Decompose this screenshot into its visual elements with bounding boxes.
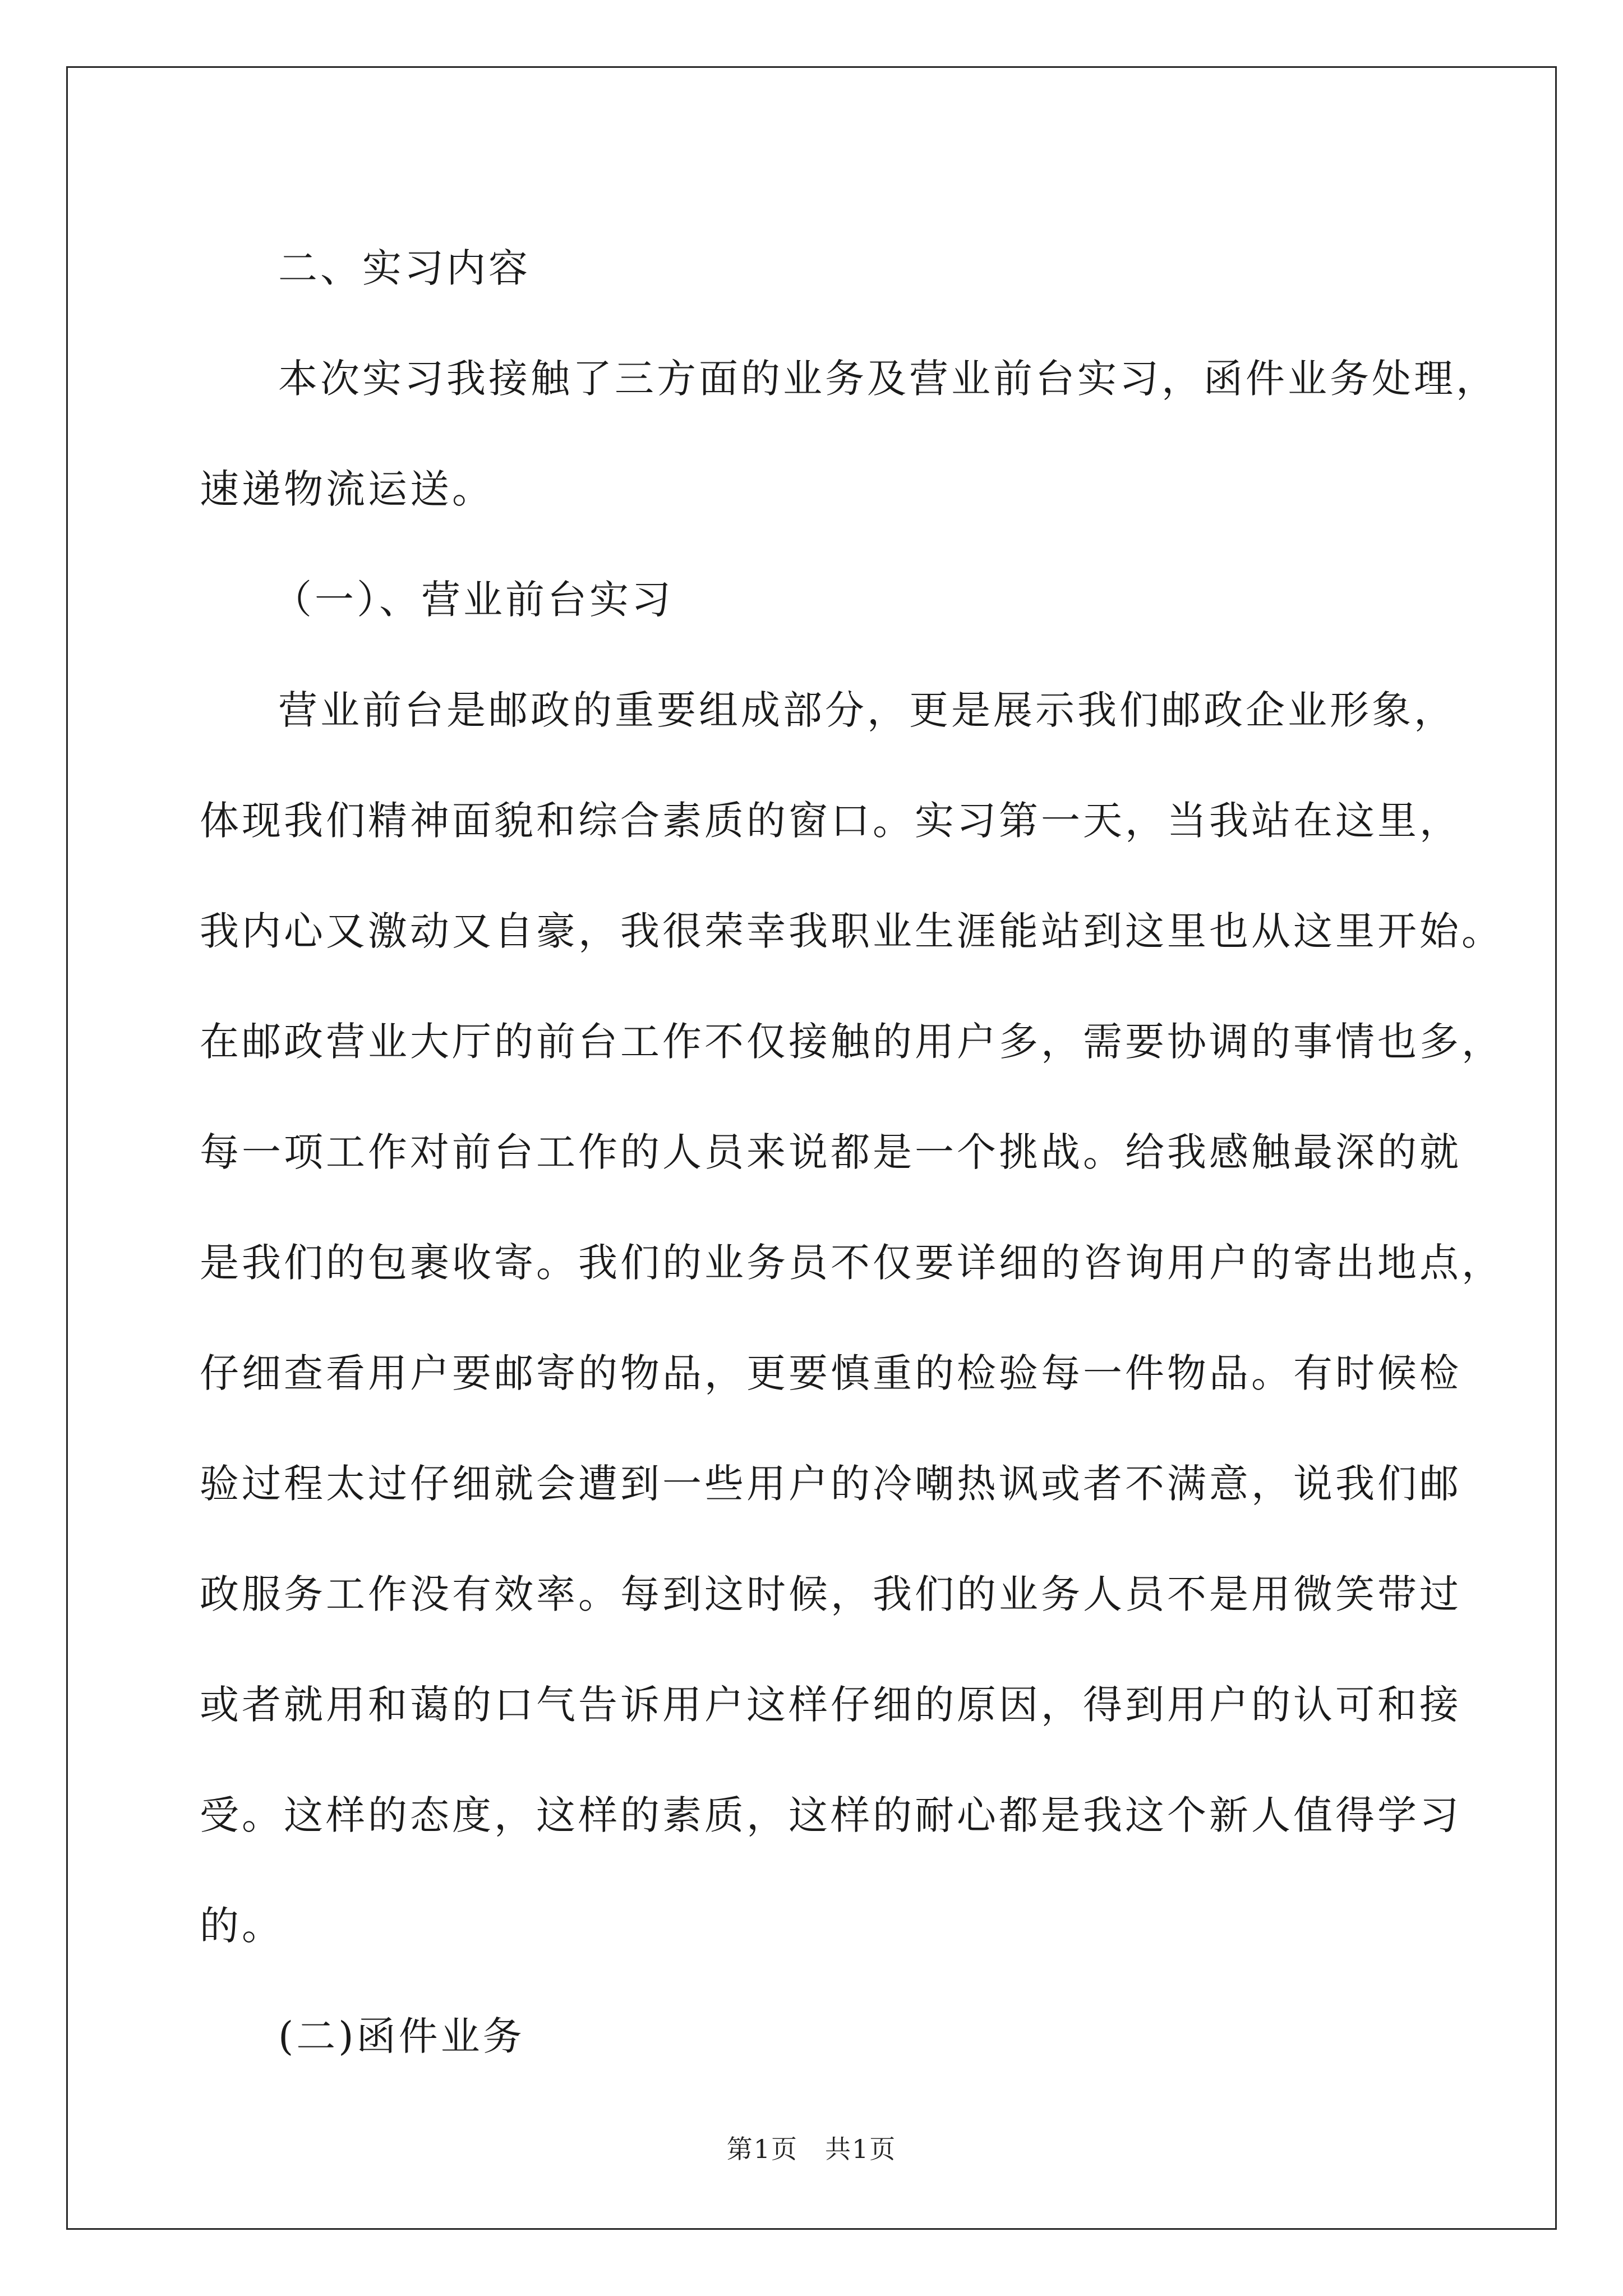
section-heading-internship-content	[200, 213, 1433, 324]
paragraph-line: 营业前台是邮政的重要组成部分，更是展示我们邮政企业形象，	[278, 687, 1456, 733]
paragraph-line: 每一项工作对前台工作的人员来说都是一个挑战。给我感触最深的就	[200, 1129, 1461, 1175]
subsection-heading-front-desk	[200, 545, 1433, 655]
paragraph-line: 或者就用和蔼的口气告诉用户这样仔细的原因，得到用户的认可和接	[200, 1682, 1461, 1728]
paragraph-line: 在邮政营业大厅的前台工作不仅接触的用户多，需要协调的事情也多，	[200, 1019, 1504, 1065]
subsection-heading-letter-business	[200, 1981, 1433, 2092]
paragraph-front-desk	[200, 655, 1504, 1981]
paragraph-line: 政服务工作没有效率。每到这时候，我们的业务人员不是用微笑带过	[200, 1571, 1461, 1617]
paragraph-line: 本次实习我接触了三方面的业务及营业前台实习，函件业务处理，	[278, 356, 1498, 402]
heading-text: 二、实习内容	[278, 245, 531, 291]
paragraph-line: 是我们的包裹收寄。我们的业务员不仅要详细的咨询用户的寄出地点，	[200, 1240, 1504, 1286]
paragraph-line: 体现我们精神面貌和综合素质的窗口。实习第一天，当我站在这里，	[200, 798, 1461, 844]
paragraph-line: 速递物流运送。	[200, 466, 494, 512]
paragraph-line: 仔细查看用户要邮寄的物品，更要慎重的检验每一件物品。有时候检	[200, 1350, 1461, 1396]
paragraph-line: 我内心又激动又自豪，我很荣幸我职业生涯能站到这里也从这里开始。	[200, 908, 1504, 954]
heading-text: （一）、营业前台实习	[273, 577, 674, 623]
paragraph-line: 的。	[200, 1903, 284, 1949]
heading-text: (二)函件业务	[278, 2013, 525, 2059]
page-number-footer: 第1页 共1页	[726, 2134, 897, 2164]
paragraph-overview	[200, 324, 1498, 545]
paragraph-line: 验过程太过仔细就会遭到一些用户的冷嘲热讽或者不满意，说我们邮	[200, 1461, 1461, 1507]
paragraph-line: 受。这样的态度，这样的素质，这样的耐心都是我这个新人值得学习	[200, 1792, 1461, 1838]
document-body	[200, 213, 1504, 2092]
